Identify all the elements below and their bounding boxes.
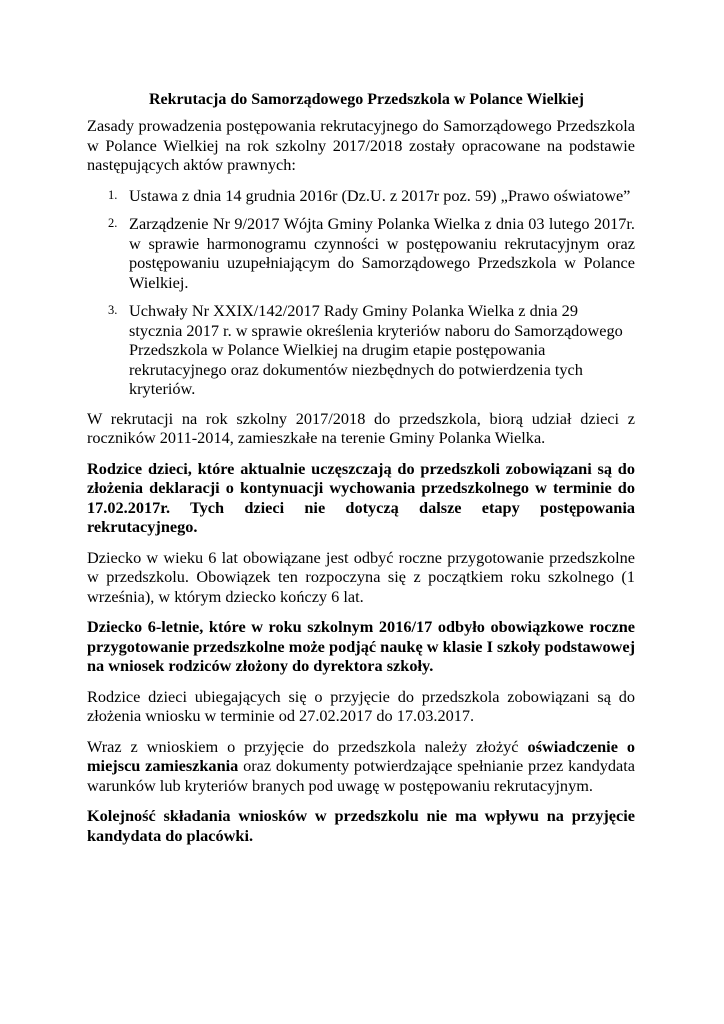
list-item-text: Ustawa z dnia 14 grudnia 2016r (Dz.U. z 2017r poz. 59) „Prawo oświatowe” [129, 185, 631, 205]
documents-text-before: Wraz z wnioskiem o przyjęcie do przedszkola należy złożyć [87, 736, 528, 756]
order-paragraph: Kolejność składania wniosków w przedszkolu nie ma wpływu na przyjęcie kandydata do placówki. [87, 806, 635, 845]
list-item [87, 214, 635, 292]
list-item [87, 186, 635, 206]
list-item-number: 3. [108, 303, 118, 317]
document-title: Rekrutacja do Samorządowego Przedszkola w Polance Wielkiej [149, 91, 584, 108]
list-item-number: 2. [108, 216, 118, 230]
list-item-number: 1. [108, 187, 118, 202]
intro-paragraph: Zasady prowadzenia postępowania rekrutacyjnego do Samorządowego Przedszkola w Polance Wielkiej na rok szkolny 2017/2018 zostały opracowane na podstawie następujących aktów prawnych: [87, 116, 635, 174]
list-item-text: Uchwały Nr XXIX/142/2017 Rady Gminy Polanka Wielka z dnia 29 stycznia 2017 r. w sprawie określenia kryteriów naboru do Samorządowego Przedszkola w Polance Wielkiej na drugim etapie postępowania rekrutacyjnego oraz dokumentów niezbędnych do potwierdzenia tych kryteriów. [129, 301, 623, 398]
application-paragraph: Rodzice dzieci ubiegających się o przyjęcie do przedszkola zobowiązani są do złożenia wniosku w terminie od 27.02.2017 do 17.03.2017. [87, 686, 635, 725]
list-item [87, 301, 635, 399]
declaration-paragraph: Rodzice dzieci, które aktualnie uczęszczają do przedszkoli zobowiązani są do złożenia deklaracji o kontynuacji wychowania przedszkolnego w terminie do 17.02.2017r. Tych dzieci nie dotyczą dalsze etapy postępowania rekrutacyjnego. [87, 458, 635, 536]
six-year-olds-paragraph: Dziecko 6-letnie, które w roku szkolnym 2016/17 odbyło obowiązkowe roczne przygotowanie przedszkolne może podjąć naukę w klasie I szkoły podstawowej na wniosek rodziców złożony do dyrektora szkoły. [87, 617, 635, 675]
obligation-paragraph: Dziecko w wieku 6 lat obowiązane jest odbyć roczne przygotowanie przedszkolne w przedszkolu. Obowiązek ten rozpoczyna się z początkiem roku szkolnego (1 września), w którym dziecko kończy 6 lat. [87, 547, 635, 606]
documents-text-bold: oświadczenie o miejscu zamieszkania [87, 736, 635, 775]
documents-text-after: oraz dokumenty potwierdzające spełnianie przez kandydata warunków lub kryteriów branych pod uwagę w postępowaniu rekrutacyjnym. [87, 756, 635, 795]
recruitment-paragraph: W rekrutacji na rok szkolny 2017/2018 do przedszkola, biorą udział dzieci z roczników 2011-2014, zamieszkałe na terenie Gminy Polanka Wielka. [87, 408, 635, 447]
document-page [87, 90, 635, 856]
legal-acts-list [87, 186, 635, 399]
documents-paragraph [87, 737, 635, 796]
list-item-text: Zarządzenie Nr 9/2017 Wójta Gminy Polanka Wielka z dnia 03 lutego 2017r. w sprawie harmonogramu czynności w postępowaniu rekrutacyjnym oraz postępowaniu uzupełniającym do Samorządowego Przedszkola w Polance Wielkiej. [129, 214, 635, 292]
